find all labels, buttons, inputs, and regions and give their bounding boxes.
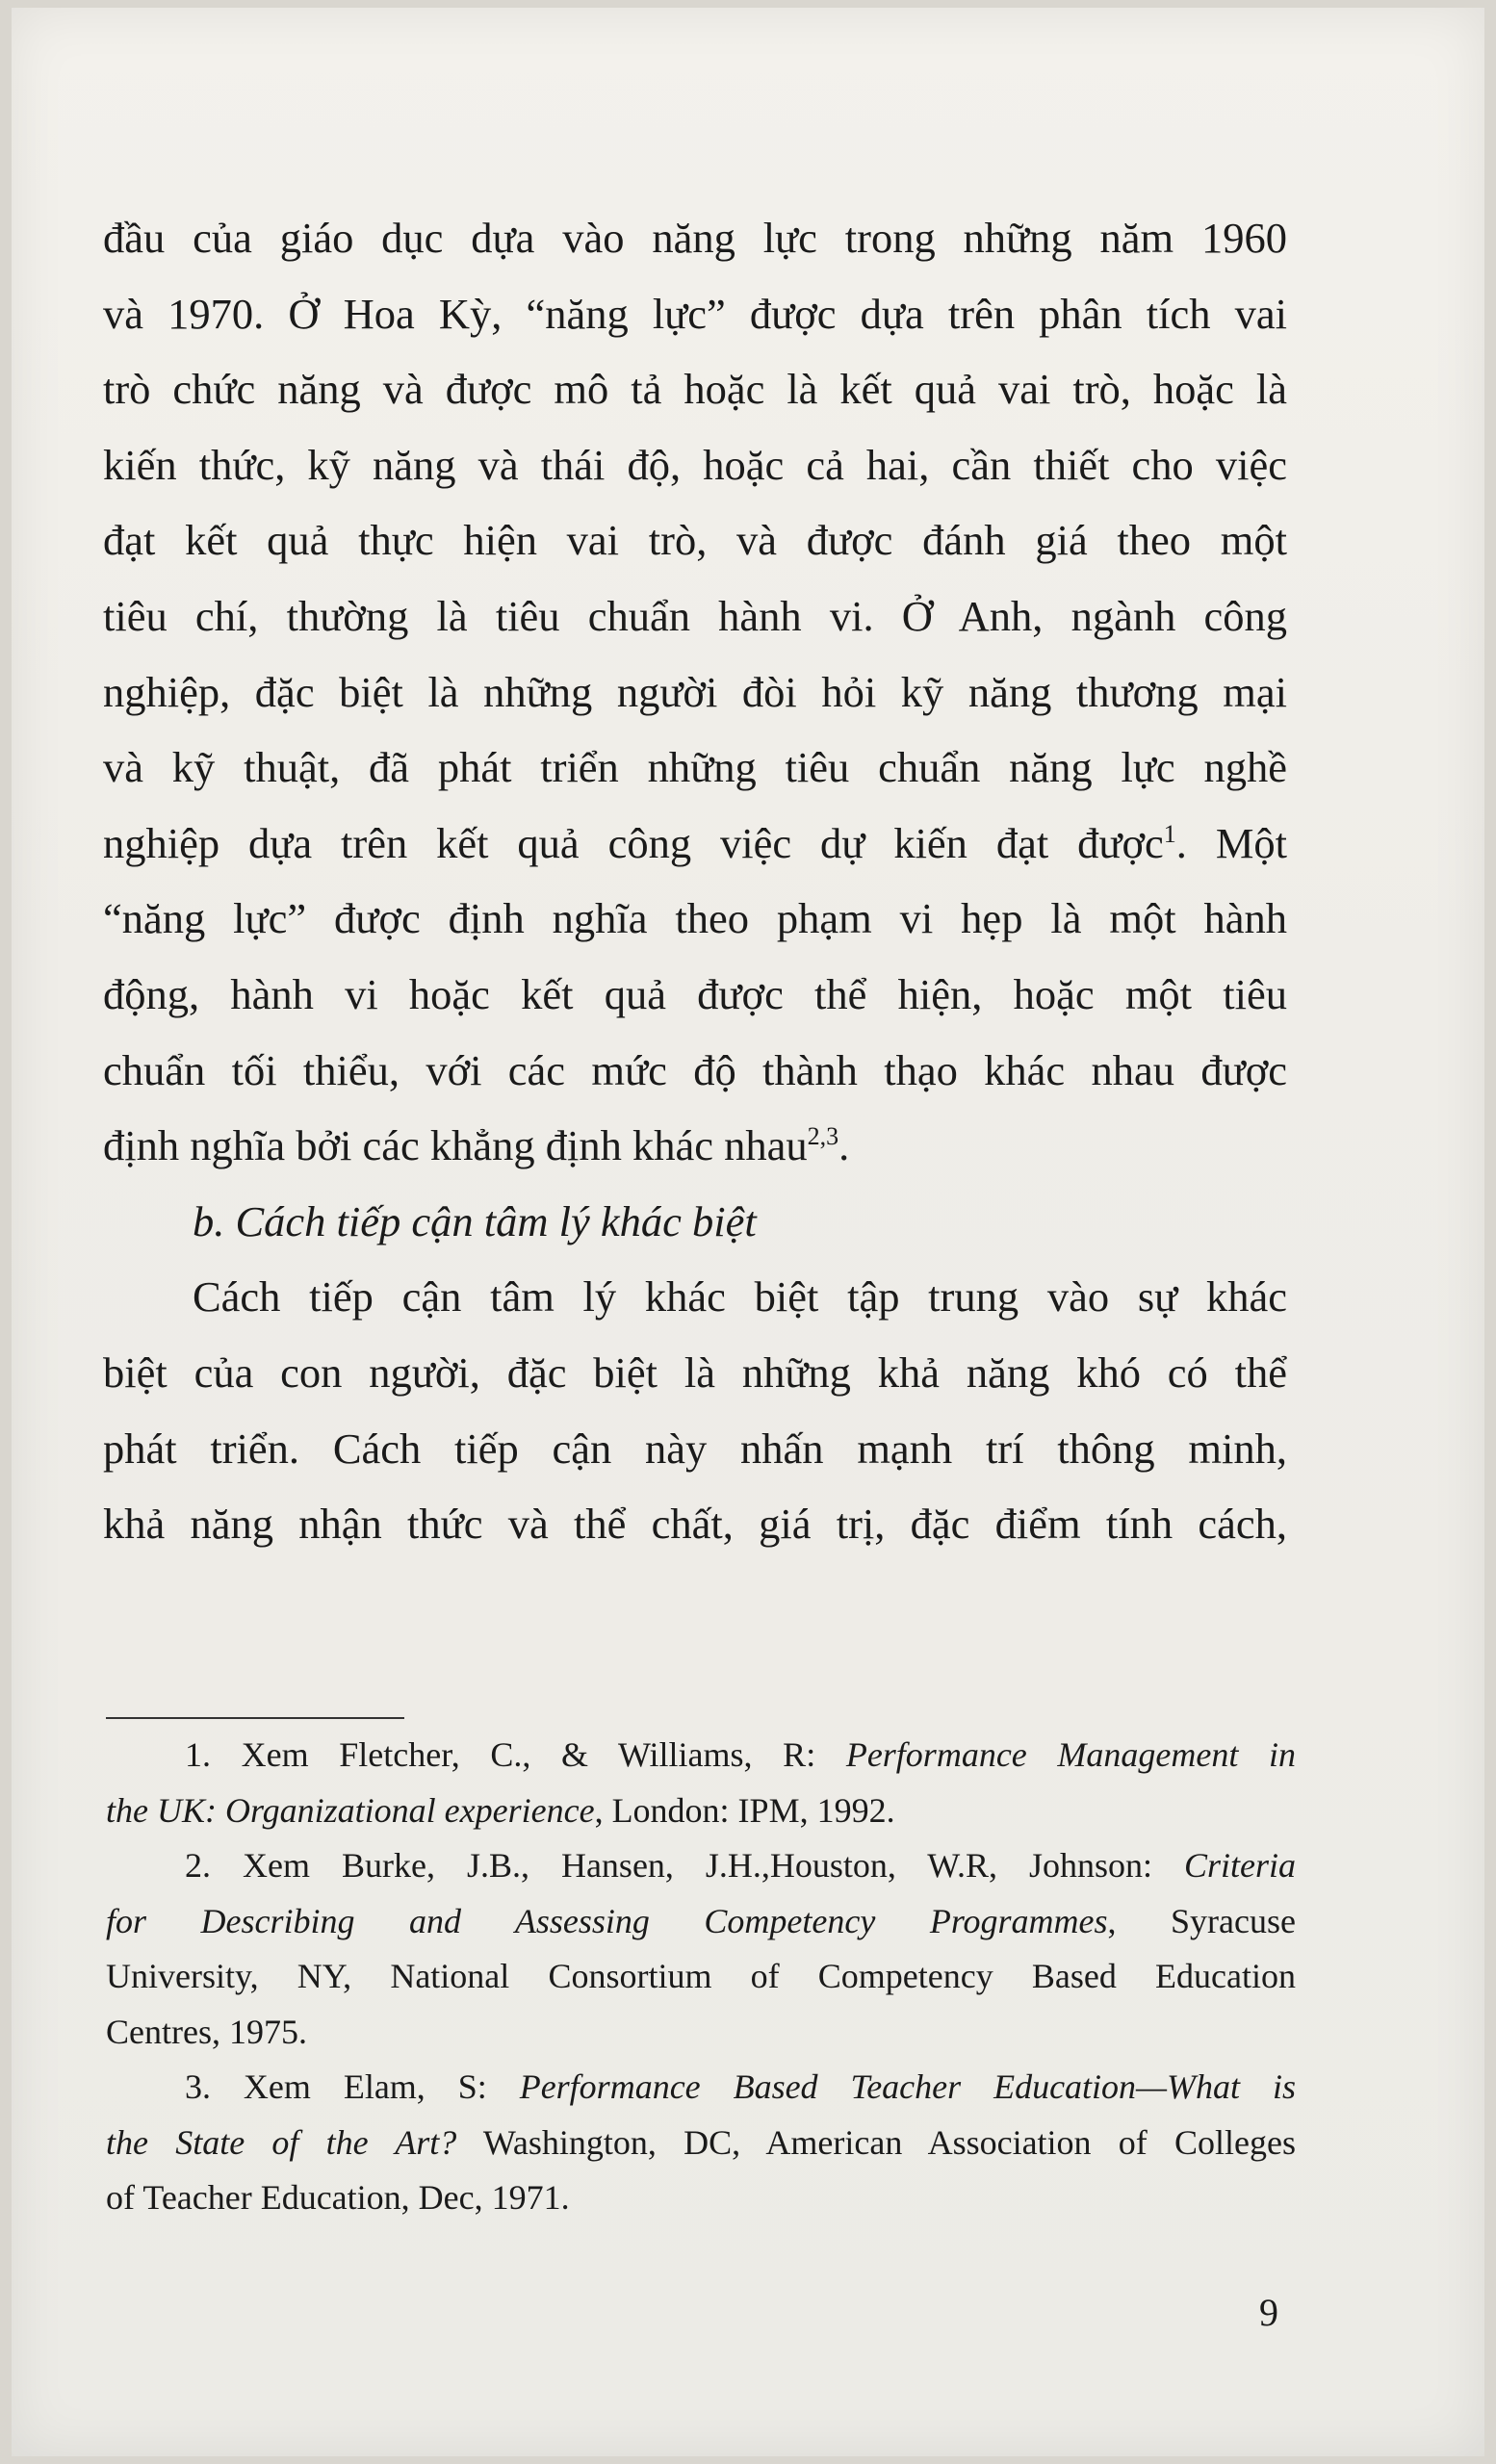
- footnote-1-cont: the UK: Organizational experience, London: IPM, 1992.: [106, 1790, 895, 1830]
- text-line: Cách tiếp cận tâm lý khác biệt tập trung vào sự khác: [193, 1272, 1287, 1322]
- footnote-divider: [106, 1717, 404, 1719]
- text-line: trò chức năng và được mô tả hoặc là kết quả vai trò, hoặc là: [103, 365, 1287, 414]
- text-line-with-footnote-ref: định nghĩa bởi các khẳng định khác nhau$^{2,3}$.: [103, 1121, 850, 1170]
- footnote-2: 2. Xem Burke, J.B., Hansen, J.H.,Houston, W.R, Johnson: Criteria: [185, 1846, 1296, 1885]
- footnote-2-cont: Centres, 1975.: [106, 2012, 307, 2051]
- text-line: và 1970. Ở Hoa Kỳ, “năng lực” được dựa trên phân tích vai: [103, 289, 1287, 338]
- page-number: 9: [1259, 2291, 1278, 2334]
- text-line-with-footnote-ref: nghiệp dựa trên kết quả công việc dự kiến đạt được$^1$. Một: [103, 818, 1287, 867]
- footnote-ref-2-3: 2,3: [807, 1122, 839, 1151]
- text-line: đạt kết quả thực hiện vai trò, và được đánh giá theo một: [103, 516, 1287, 565]
- footnote-3: 3. Xem Elam, S: Performance Based Teacher Education—What is: [185, 2067, 1296, 2106]
- text-line: biệt của con người, đặc biệt là những khả năng khó có thể: [103, 1348, 1287, 1397]
- footnote-3-cont: of Teacher Education, Dec, 1971.: [106, 2178, 570, 2217]
- text-line: tiêu chí, thường là tiêu chuẩn hành vi. Ở Anh, ngành công: [103, 591, 1287, 640]
- text-line: khả năng nhận thức và thể chất, giá trị, đặc điểm tính cách,: [103, 1500, 1287, 1549]
- footnote-ref-1: 1: [1163, 819, 1176, 848]
- text-line: kiến thức, kỹ năng và thái độ, hoặc cả hai, cần thiết cho việc: [103, 440, 1287, 489]
- text-line: “năng lực” được định nghĩa theo phạm vi hẹp là một hành: [103, 894, 1287, 943]
- section-heading-b: b. Cách tiếp cận tâm lý khác biệt: [193, 1196, 757, 1245]
- footnote-2-cont: for Describing and Assessing Competency Programmes, Syracuse: [106, 1901, 1296, 1940]
- text-line: chuẩn tối thiểu, với các mức độ thành thạo khác nhau được: [103, 1045, 1287, 1094]
- book-page: [12, 8, 1484, 2456]
- footnote-1: 1. Xem Fletcher, C., & Williams, R: Performance Management in: [185, 1735, 1296, 1774]
- body-text: [103, 200, 1287, 1562]
- text-line: động, hành vi hoặc kết quả được thể hiện, hoặc một tiêu: [103, 969, 1287, 1018]
- text-line: đầu của giáo dục dựa vào năng lực trong những năm 1960: [103, 214, 1287, 262]
- text-line: phát triển. Cách tiếp cận này nhấn mạnh trí thông minh,: [103, 1424, 1287, 1473]
- footnote-3-cont: the State of the Art? Washington, DC, American Association of Colleges: [106, 2122, 1296, 2162]
- text-line: nghiệp, đặc biệt là những người đòi hỏi kỹ năng thương mại: [103, 667, 1287, 716]
- footnotes: [106, 1728, 1296, 2226]
- footnote-2-cont: University, NY, National Consortium of Competency Based Education: [106, 1957, 1296, 1995]
- text-line: và kỹ thuật, đã phát triển những tiêu chuẩn năng lực nghề: [103, 743, 1287, 792]
